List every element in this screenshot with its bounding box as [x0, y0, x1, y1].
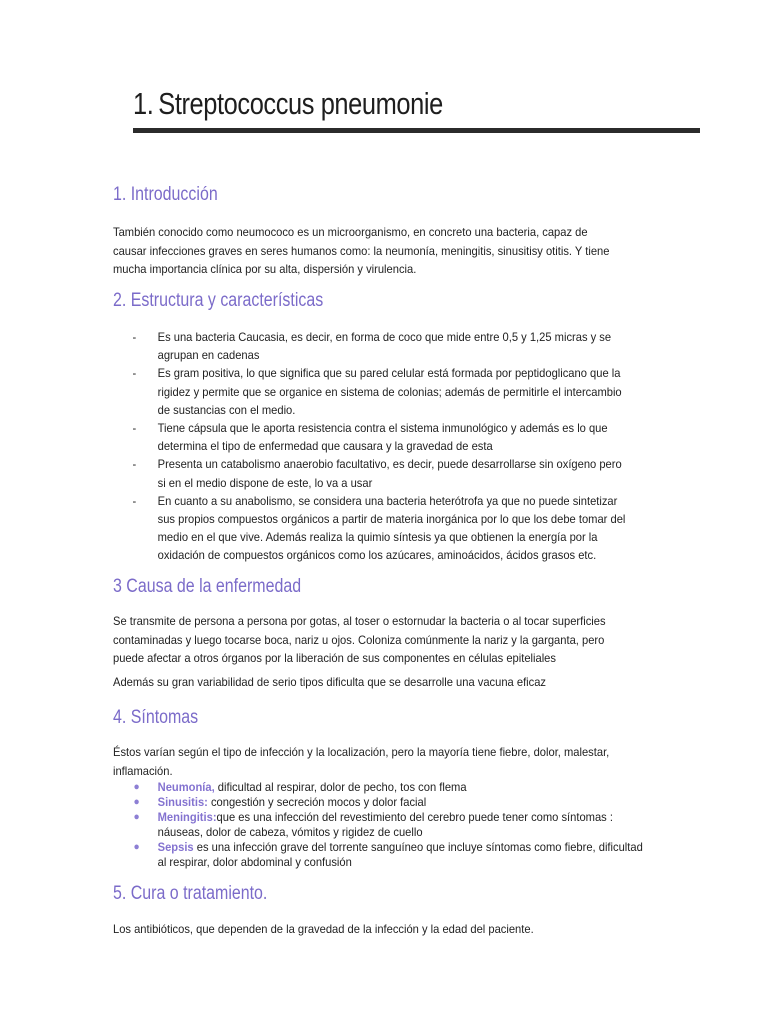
symptom-term: Sepsis — [157, 840, 194, 854]
cura-paragraph: Los antibióticos, que dependen de la gravedad de la infección y la edad del paciente. — [113, 922, 534, 936]
list-item-text: En cuanto a su anabolismo, se considera una bacteria heterótrofa ya que no puede sintetizar sus propios compuestos orgánicos a partir de materia inorgánica por lo que los debe tomar del medio en el que vive. Además realiza la quimio síntesis ya que obtienen la energía por la oxidación de compuestos orgánicos como los azúcares, aminoácidos, ácidos grasos etc. — [157, 493, 626, 563]
sintomas-intro: Éstos varían según el tipo de infección y la localización, pero la mayoría tiene fiebre, dolor, malestar, inflamación. — [113, 745, 610, 778]
list-item — [113, 328, 632, 364]
title-number: 1. — [133, 86, 154, 121]
dash-marker: - — [132, 421, 137, 436]
list-item — [113, 364, 632, 419]
sintomas-list — [113, 780, 643, 870]
title-text: Streptococcus pneumonie — [158, 86, 443, 121]
list-item-text: Es gram positiva, lo que significa que su pared celular está formada por peptidoglicano que la rigidez y permite que se organice en sistema de colonias; además de permitirle el intercambio de sustancias con el medio. — [157, 366, 622, 417]
heading-cura: 5. Cura o tratamiento. — [113, 883, 268, 904]
intro-paragraph: También conocido como neumococo es un microorganismo, en concreto una bacteria, capaz de causar infecciones graves en seres humanos como: la neumonía, meningitis, sinusitisy otitis. Y tiene mucha importancia clínica por su alta, dispersión y virulencia. — [113, 225, 610, 276]
list-item-text: Tiene cápsula que le aporta resistencia contra el sistema inmunológico y además es lo que determina el tipo de enfermedad que causara y la gravedad de esta — [157, 421, 608, 454]
symptom-text: dificultad al respirar, dolor de pecho, tos con flema — [214, 780, 467, 794]
list-item — [113, 492, 632, 565]
bullet-icon: ● — [133, 796, 140, 808]
symptom-text: congestión y secreción mocos y dolor facial — [207, 795, 427, 809]
bullet-icon: ● — [133, 841, 140, 853]
heading-causa: 3 Causa de la enfermedad — [113, 576, 302, 597]
dash-marker: - — [132, 493, 137, 508]
heading-sintomas: 4. Síntomas — [113, 707, 199, 728]
symptom-text: que es una infección del revestimiento del cerebro puede tener como síntomas : náuseas, dolor de cabeza, vómitos y rigidez de cuello — [157, 810, 613, 839]
list-item — [113, 455, 632, 491]
causa-paragraph-1: Se transmite de persona a persona por gotas, al toser o estornudar la bacteria o al tocar superficies contaminadas y luego tocarse boca, nariz u ojos. Coloniza comúnmente la nariz y la garganta, pero puede afectar a otros órganos por la liberación de sus componentes en células epiteliales — [113, 614, 606, 665]
bullet-icon: ● — [133, 811, 140, 823]
symptom-term: Sinusitis: — [157, 795, 208, 809]
list-item — [113, 840, 651, 870]
list-item — [113, 780, 651, 795]
dash-marker: - — [132, 366, 137, 381]
estructura-list — [113, 328, 634, 565]
dash-marker: - — [132, 457, 137, 472]
bullet-icon: ● — [133, 781, 140, 793]
symptom-text: es una infección grave del torrente sanguíneo que incluye síntomas como fiebre, dificultad al respirar, dolor abdominal y confusión — [157, 840, 643, 869]
title-underline — [133, 128, 700, 133]
heading-introduccion: 1. Introducción — [113, 184, 218, 205]
list-item-text: Es una bacteria Caucasia, es decir, en forma de coco que mide entre 0,5 y 1,25 micras y se agrupan en cadenas — [157, 330, 612, 363]
page-title — [133, 86, 443, 122]
symptom-term: Neumonía, — [157, 780, 215, 794]
list-item — [113, 810, 651, 840]
causa-paragraph-2: Además su gran variabilidad de serio tipos dificulta que se desarrolle una vacuna eficaz — [113, 675, 547, 689]
heading-estructura: 2. Estructura y características — [113, 290, 324, 311]
list-item-text: Presenta un catabolismo anaerobio facultativo, es decir, puede desarrollarse sin oxígeno pero si en el medio dispone de este, lo va a usar — [157, 457, 622, 490]
list-item — [113, 419, 632, 455]
dash-marker: - — [132, 330, 137, 344]
symptom-term: Meningitis: — [157, 810, 217, 824]
list-item — [113, 795, 651, 810]
